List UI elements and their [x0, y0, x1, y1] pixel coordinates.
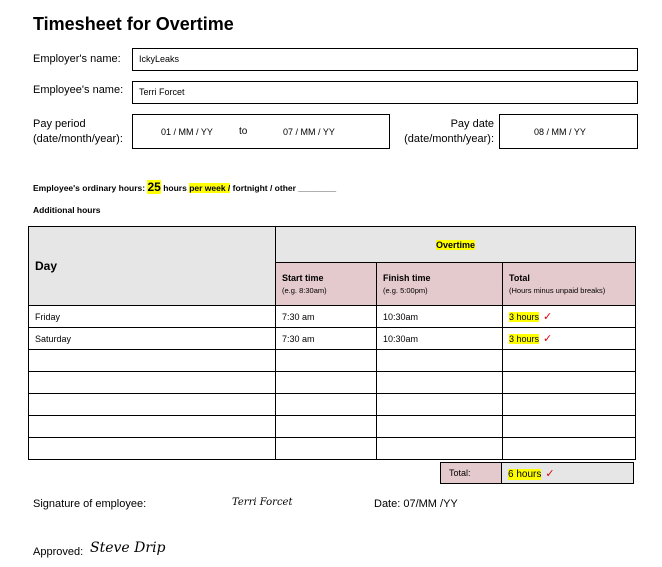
pay-period-from: 01 / MM / YY: [161, 127, 213, 137]
start-time-cell[interactable]: [276, 350, 377, 372]
start-time-header-sub: (e.g. 8:30am): [282, 286, 327, 295]
grand-total-label: Total:: [449, 468, 471, 478]
start-time-cell[interactable]: 7:30 am: [276, 328, 377, 350]
ordinary-per-week: per week /: [189, 183, 231, 193]
start-time-cell[interactable]: [276, 394, 377, 416]
ordinary-hours-prefix: Employee's ordinary hours:: [33, 183, 146, 193]
start-time-cell[interactable]: [276, 416, 377, 438]
pay-period-label-line1: Pay period: [33, 118, 86, 130]
pay-date-label-line1: Pay date: [450, 118, 494, 130]
start-time-cell[interactable]: [276, 438, 377, 460]
overtime-header: [276, 227, 636, 263]
grand-total-label-cell: [440, 462, 502, 484]
finish-time-cell[interactable]: [377, 350, 503, 372]
total-cell[interactable]: [503, 416, 636, 438]
grand-total-check-icon: ✓: [545, 468, 555, 480]
signature-label: Signature of employee:: [33, 498, 147, 510]
finish-time-cell[interactable]: [377, 394, 503, 416]
day-cell[interactable]: [29, 438, 276, 460]
approver-signature: Steve Drip: [90, 540, 166, 556]
approved-label: Approved:: [33, 546, 84, 558]
day-cell[interactable]: [29, 416, 276, 438]
day-cell[interactable]: Saturday: [29, 328, 276, 350]
total-cell[interactable]: [503, 372, 636, 394]
signature-date: Date: 07/MM /YY: [374, 498, 458, 510]
day-cell[interactable]: [29, 350, 276, 372]
finish-time-cell[interactable]: [377, 438, 503, 460]
pay-period-field[interactable]: [132, 114, 390, 149]
start-time-header-label: Start time: [282, 273, 324, 283]
grand-total-value-cell[interactable]: [501, 462, 634, 484]
total-cell[interactable]: [503, 394, 636, 416]
additional-hours-heading: Additional hours: [33, 205, 101, 215]
finish-time-cell[interactable]: 10:30am: [377, 328, 503, 350]
start-time-header: [276, 263, 377, 306]
total-header: [503, 263, 636, 306]
table-row: [29, 306, 636, 328]
day-cell[interactable]: [29, 394, 276, 416]
table-row: [29, 328, 636, 350]
table-row: [29, 416, 636, 438]
finish-time-header-label: Finish time: [383, 273, 431, 283]
pay-period-to-label: to: [239, 126, 248, 137]
pay-date-value: 08 / MM / YY: [534, 127, 586, 137]
employee-value: Terri Forcet: [139, 87, 185, 97]
day-cell[interactable]: [29, 372, 276, 394]
total-header-sub: (Hours minus unpaid breaks): [509, 286, 606, 295]
employee-label: Employee's name:: [33, 84, 124, 96]
grand-total-value: 6 hours: [508, 469, 542, 480]
finish-time-cell[interactable]: 10:30am: [377, 306, 503, 328]
ordinary-hours-line: [33, 180, 336, 194]
pay-period-label-line2: (date/month/year):: [33, 133, 123, 145]
employer-value: IckyLeaks: [139, 54, 180, 64]
table-row: [29, 350, 636, 372]
total-cell[interactable]: [503, 306, 636, 328]
employer-field[interactable]: [132, 48, 638, 71]
total-cell[interactable]: [503, 328, 636, 350]
ordinary-rest: fortnight / other ________: [232, 183, 337, 193]
start-time-cell[interactable]: 7:30 am: [276, 306, 377, 328]
finish-time-header: [377, 263, 503, 306]
grand-total-value-wrap: [508, 467, 555, 480]
total-value: 3 hours: [509, 334, 540, 344]
table-row: [29, 438, 636, 460]
ordinary-hours-value: 25: [147, 180, 161, 194]
overtime-header-label: Overtime: [435, 239, 476, 250]
table-row: [29, 394, 636, 416]
check-icon: ✓: [543, 333, 553, 345]
pay-period-to: 07 / MM / YY: [283, 127, 335, 137]
pay-date-label: [398, 117, 494, 147]
finish-time-cell[interactable]: [377, 372, 503, 394]
pay-date-field[interactable]: [499, 114, 638, 149]
overtime-table: [28, 226, 636, 460]
ordinary-hours-unit: hours: [163, 183, 187, 193]
start-time-cell[interactable]: [276, 372, 377, 394]
employee-field[interactable]: [132, 81, 638, 104]
table-row: [29, 372, 636, 394]
employee-signature: Terri Forcet: [232, 497, 293, 508]
day-header: Day: [29, 227, 276, 306]
day-cell[interactable]: Friday: [29, 306, 276, 328]
finish-time-header-sub: (e.g. 5:00pm): [383, 286, 428, 295]
total-cell[interactable]: [503, 438, 636, 460]
employer-label: Employer's name:: [33, 53, 121, 65]
check-icon: ✓: [543, 311, 553, 323]
total-cell[interactable]: [503, 350, 636, 372]
page-title: Timesheet for Overtime: [33, 14, 234, 34]
pay-date-label-line2: (date/month/year):: [404, 133, 494, 145]
finish-time-cell[interactable]: [377, 416, 503, 438]
total-value: 3 hours: [509, 312, 540, 322]
total-header-label: Total: [509, 273, 530, 283]
pay-period-label: [33, 117, 123, 147]
